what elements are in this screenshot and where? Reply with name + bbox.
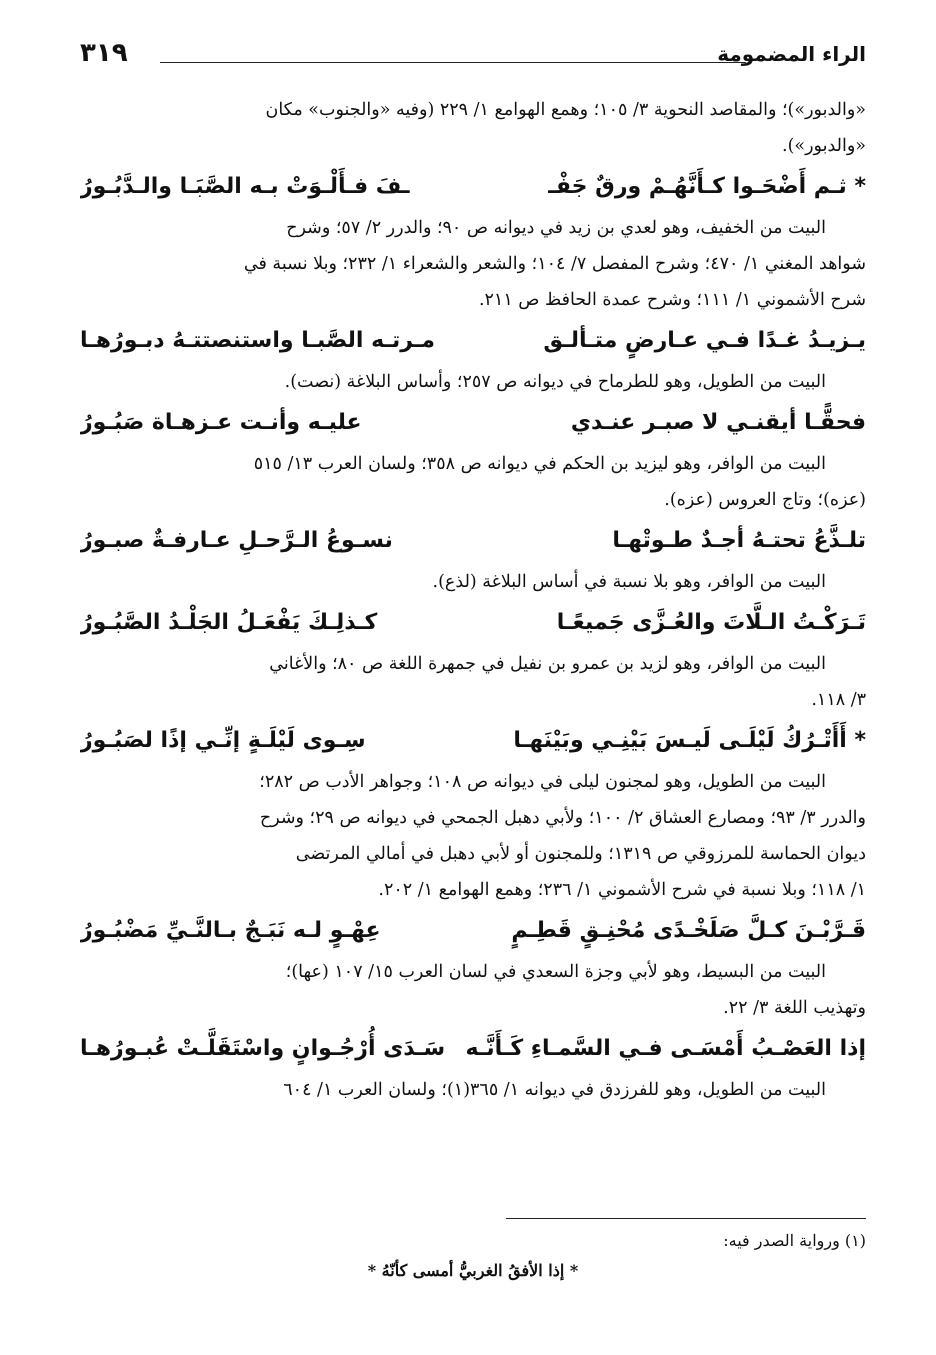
verse-line [80, 908, 866, 954]
page-header [80, 38, 866, 82]
verse-second-hemistich: ـفَ فـأَلْـوَتْ بـه الصَّبَـا والـدَّبُـورُ [80, 174, 410, 199]
commentary-line: ديوان الحماسة للمرزوقي ص ١٣١٩؛ وللمجنون أو لأبي دهبل في أمالي المرتضى [295, 844, 866, 864]
verse-line [80, 400, 866, 446]
commentary-line-start: البيت من الوافر، وهو ليزيد بن الحكم في ديوانه ص ٣٥٨؛ ولسان العرب ١٣/ ٥١٥ [253, 454, 826, 474]
commentary-line: ١/ ١١٨؛ وبلا نسبة في شرح الأشموني ١/ ٢٣٦؛ وهمع الهوامع ١/ ٢٠٢. [378, 880, 866, 900]
running-title: الراء المضمومة [717, 42, 866, 66]
verse-second-hemistich: كـذلِـكَ يَفْعَـلُ الجَلْـدُ الصَّبُـورُ [80, 610, 378, 635]
page-number: ٣١٩ [80, 38, 128, 68]
commentary-line: شواهد المغني ١/ ٤٧٠؛ وشرح المفصل ٧/ ١٠٤؛ والشعر والشعراء ١/ ٢٣٢؛ وبلا نسبة في [243, 254, 866, 274]
commentary-line: ٣/ ١١٨. [811, 690, 866, 710]
verse-first-hemistich: قَـرَّبْـنَ كـلَّ صَلَخْـدًى مُحْنِـقٍ قَطِـمٍ [511, 918, 866, 943]
verse-first-hemistich: تَـرَكْـتُ الـلَّاتَ والعُـزَّى جَميعًـا [556, 610, 866, 635]
footnote-text: (١) ورواية الصدر فيه: [723, 1231, 866, 1250]
verse-second-hemistich: مـرتـه الصَّبـا واستنصتتـهُ دبـورُهـا [80, 328, 436, 353]
verse-line [80, 718, 866, 764]
commentary-line: وتهذيب اللغة ٣/ ٢٢. [723, 998, 866, 1018]
footnote-rule [506, 1218, 866, 1219]
verse-line [80, 600, 866, 646]
verse-line [80, 518, 866, 564]
commentary-line-start: البيت من الطويل، وهو للفرزدق في ديوانه ١/ ٣٦٥(١)؛ ولسان العرب ١/ ٦٠٤ [283, 1080, 826, 1100]
footnote-verse: * إذا الأفقُ الغربيُّ أمسى كأنّهُ * [367, 1261, 579, 1280]
verse-first-hemistich: يـزيـدُ غـدًا فـي عـارضٍ متـألـق [543, 328, 866, 353]
commentary-line-start: البيت من الوافر، وهو لزيد بن عمرو بن نفيل في جمهرة اللغة ص ٨٠؛ والأغاني [269, 654, 826, 674]
footnote [80, 1226, 866, 1286]
verse-second-hemistich: عِهْـوٍ لـه نَبَـجٌ بـالنَّـيِّ مَضْبُـورُ [80, 918, 381, 943]
verse-first-hemistich: * أَأَتْـرُكُ لَيْلَـى لَيـسَ بَيْنِـي وبَيْنَهـا [513, 728, 866, 753]
commentary-line-start: البيت من البسيط، وهو لأبي وجزة السعدي في لسان العرب ١٥/ ١٠٧ (عها)؛ [285, 962, 826, 982]
verse-second-hemistich: سِـوى لَيْلَـةٍ إنِّـي إذًا لصَبُـورُ [80, 728, 366, 753]
commentary-line-start: البيت من الوافر، وهو بلا نسبة في أساس البلاغة (لذع). [432, 572, 826, 592]
verse-second-hemistich: عليـه وأنـت عـزهـاة صَبُـورُ [80, 410, 362, 435]
commentary-line-start: البيت من الطويل، وهو للطرماح في ديوانه ص ٢٥٧؛ وأساس البلاغة (نصت). [284, 372, 826, 392]
verse-line [80, 164, 866, 210]
verse-line [80, 1026, 866, 1072]
commentary-line: «والدبور»)؛ والمقاصد النحوية ٣/ ١٠٥؛ وهمع الهوامع ١/ ٢٢٩ (وفيه «والجنوب» مكان [265, 100, 866, 120]
main-text [80, 92, 866, 1108]
verse-first-hemistich: * ثـم أَضْحَـوا كـأَنَّهُـمْ ورقٌ جَفْـ [548, 174, 866, 199]
verse-first-hemistich: فحقًّـا أيقنـي لا صبـر عنـدي [570, 410, 866, 435]
verse-second-hemistich: سَـدَى أُرْجُـوانٍ واسْتَقَلَّـتْ عُبـورُهـا [80, 1036, 446, 1061]
verse-second-hemistich: نسـوعُ الـرَّحـلِ عـارفـةٌ صبـورُ [80, 528, 393, 553]
verse-first-hemistich: إذا العَصْـبُ أَمْسَـى فـي السَّمـاءِ كَـأَنَّـه [465, 1036, 866, 1061]
verse-first-hemistich: تلـذَّعُ تحتـهُ أجـدٌ طـوتْهـا [612, 528, 866, 553]
header-rule [160, 62, 746, 63]
commentary-line: (عزه)؛ وتاج العروس (عزه). [664, 490, 866, 510]
commentary-line: شرح الأشموني ١/ ١١١؛ وشرح عمدة الحافظ ص ٢١١. [478, 290, 866, 310]
commentary-line-start: البيت من الخفيف، وهو لعدي بن زيد في ديوانه ص ٩٠؛ والدرر ٢/ ٥٧؛ وشرح [286, 218, 826, 238]
commentary-line: والدرر ٣/ ٩٣؛ ومصارع العشاق ٢/ ١٠٠؛ ولأبي دهبل الجمحي في ديوانه ص ٢٩؛ وشرح [259, 808, 866, 828]
commentary-line: «والدبور»). [782, 136, 866, 156]
verse-line [80, 318, 866, 364]
commentary-line-start: البيت من الطويل، وهو لمجنون ليلى في ديوانه ص ١٠٨؛ وجواهر الأدب ص ٢٨٢؛ [259, 772, 826, 792]
